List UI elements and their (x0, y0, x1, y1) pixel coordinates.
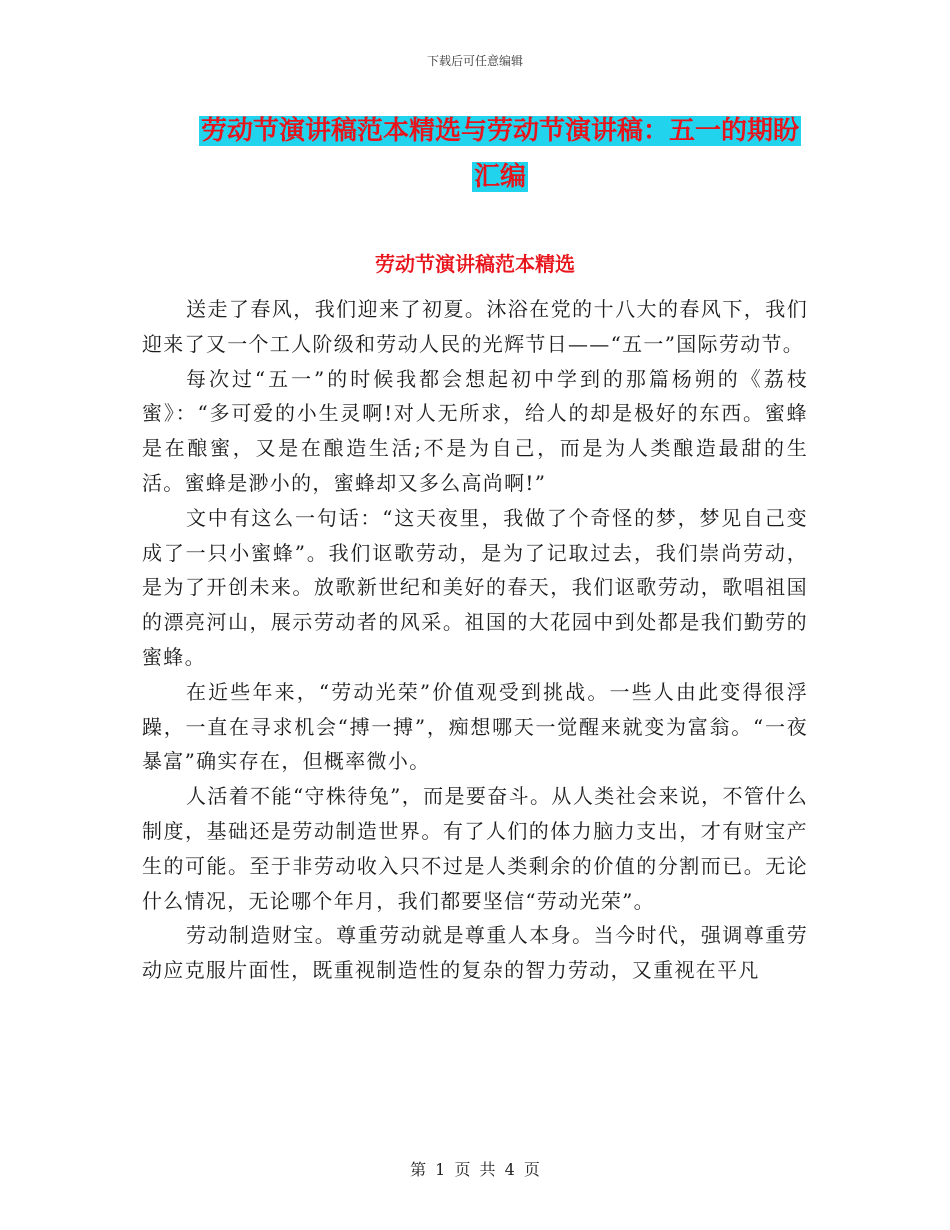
paragraph: 送走了春风，我们迎来了初夏。沐浴在党的十八大的春风下，我们迎来了又一个工人阶级和劳动人民的光辉节日——“五一”国际劳动节。 (142, 297, 808, 356)
document-title (190, 108, 810, 200)
document-title-line-2: 汇编 (473, 162, 526, 192)
paragraph: 在近些年来，“劳动光荣”价值观受到挑战。一些人由此变得很浮躁，一直在寻求机会“搏一搏”，痴想哪天一觉醒来就变为富翁。“一夜暴富”确实存在，但概率微小。 (142, 679, 808, 774)
section-title: 劳动节演讲稿范本精选 (375, 252, 575, 276)
paragraph: 文中有这么一句话：“这天夜里，我做了个奇怪的梦，梦见自己变成了一只小蜜蜂”。我们讴歌劳动，是为了记取过去，我们崇尚劳动，是为了开创未来。放歌新世纪和美好的春天，我们讴歌劳动，歌唱祖国的漂亮河山，展示劳动者的风采。祖国的大花园中到处都是我们勤劳的蜜蜂。 (142, 505, 808, 669)
document-body (142, 292, 808, 988)
paragraph: 每次过“五一”的时候我都会想起初中学到的那篇杨朔的《荔枝蜜》：“多可爱的小生灵啊!对人无所求，给人的却是极好的东西。蜜蜂是在酿蜜，又是在酿造生活;不是为自己，而是为人类酿造最甜的生活。蜜蜂是渺小的，蜜蜂却又多么高尚啊!” (142, 366, 808, 495)
paragraph: 劳动制造财宝。尊重劳动就是尊重人本身。当今时代，强调尊重劳动应克服片面性，既重视制造性的复杂的智力劳动，又重视在平凡 (142, 923, 808, 983)
page-number-footer: 第 1 页 共 4 页 (410, 1160, 540, 1179)
header-note: 下载后可任意编辑 (426, 54, 523, 68)
paragraph: 人活着不能“守株待兔”，而是要奋斗。从人类社会来说，不管什么制度，基础还是劳动制造世界。有了人们的体力脑力支出，才有财宝产生的可能。至于非劳动收入只不过是人类剩余的价值的分割而已。无论什么情况，无论哪个年月，我们都要坚信“劳动光荣”。 (142, 784, 808, 913)
document-title-line-1: 劳动节演讲稿范本精选与劳动节演讲稿：五一的期盼 (200, 116, 799, 146)
